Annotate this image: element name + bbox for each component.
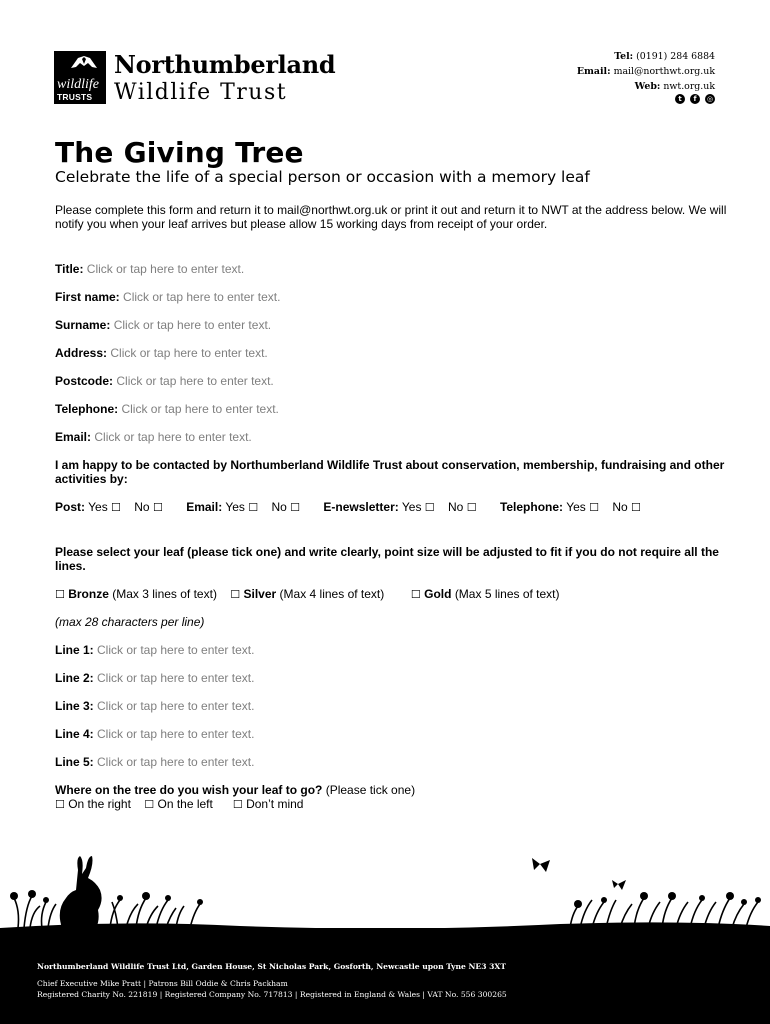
yes-label: Yes — [566, 500, 586, 514]
field-label: Surname: — [55, 318, 111, 332]
contact-label: Telephone: — [499, 500, 564, 514]
yes-label: Yes — [401, 500, 422, 514]
yes-label: Yes — [88, 500, 108, 514]
org-name-line1: Northumberland — [114, 50, 336, 79]
no-label: No — [271, 500, 287, 514]
tel-value: (0191) 284 6884 — [636, 51, 715, 62]
email-label: Email: — [576, 66, 611, 77]
web-label: Web: — [634, 81, 661, 92]
leaf-option-name: Silver — [243, 587, 277, 601]
field-label: Title: — [55, 262, 84, 276]
field-label: Telephone: — [55, 402, 119, 416]
leaf-line-field[interactable]: Click or tap here to enter text. — [97, 671, 255, 685]
line-label: Line 5: — [55, 755, 94, 769]
form-field-row — [55, 430, 252, 444]
text-entry-field[interactable]: Click or tap here to enter text. — [113, 318, 272, 332]
field-label: Address: — [55, 346, 108, 360]
leaf-line-row — [55, 671, 254, 685]
contact-question: I am happy to be contacted by Northumberland Wildlife Trust about conservation, membership, fundraising and other activities by: — [55, 458, 725, 486]
text-entry-field[interactable]: Click or tap here to enter text. — [116, 374, 274, 388]
no-label: No — [134, 500, 150, 514]
placement-question-row — [55, 783, 415, 797]
line-label: Line 1: — [55, 643, 94, 657]
form-field-row — [55, 374, 274, 388]
no-label: No — [612, 500, 628, 514]
butterfly-icon — [532, 858, 626, 890]
on-the-left-checkbox[interactable]: ☐ — [144, 798, 155, 811]
line-label: Line 3: — [55, 699, 94, 713]
leaf-question: Please select your leaf (please tick one) and write clearly, point size will be adjusted to fit if you do not require all the lines. — [55, 545, 719, 573]
social-icons — [675, 94, 715, 104]
form-field-row — [55, 262, 244, 276]
yes-label: Yes — [225, 500, 245, 514]
web-value[interactable]: nwt.org.uk — [663, 81, 715, 92]
placement-option: On the right — [68, 797, 131, 811]
leaf-option-name: Bronze — [68, 587, 109, 601]
placement-option: On the left — [157, 797, 213, 811]
leaf-line-field[interactable]: Click or tap here to enter text. — [97, 755, 255, 769]
facebook-icon[interactable]: f — [690, 94, 700, 104]
line-label: Line 4: — [55, 727, 94, 741]
contact-option-enewsletter — [323, 500, 480, 514]
bronze-checkbox[interactable]: ☐ — [55, 588, 65, 601]
leaf-option-desc: (Max 3 lines of text) — [112, 587, 217, 601]
email-value[interactable]: mail@northwt.org.uk — [613, 66, 715, 77]
leaf-line-row — [55, 755, 254, 769]
telephone-yes-checkbox[interactable]: ☐ — [589, 501, 599, 514]
leaf-line-row — [55, 699, 254, 713]
contact-label: Email: — [186, 500, 223, 514]
contact-option-email — [186, 500, 303, 514]
contact-option-post — [55, 500, 166, 514]
no-label: No — [448, 500, 464, 514]
contact-label: E-newsletter: — [323, 500, 399, 514]
post-no-checkbox[interactable]: ☐ — [152, 501, 163, 514]
tel-label: Tel: — [614, 51, 634, 62]
leaf-line-field[interactable]: Click or tap here to enter text. — [97, 643, 255, 657]
leaf-line-field[interactable]: Click or tap here to enter text. — [97, 699, 255, 713]
wildlife-silhouette-illustration — [0, 840, 770, 932]
leaf-line-row — [55, 727, 254, 741]
footer-address: Northumberland Wildlife Trust Ltd, Garden House, St Nicholas Park, Gosforth, Newcastle upon Tyne NE3 3XT — [37, 962, 506, 971]
logo-trusts-text: TRUSTS — [57, 92, 93, 102]
placement-question: Where on the tree do you wish your leaf to go? — [55, 783, 323, 797]
footer-people: Chief Executive Mike Pratt | Patrons Bill Oddie & Chris Packham — [37, 979, 288, 988]
twitter-icon[interactable]: t — [675, 94, 685, 104]
hare-icon — [60, 856, 102, 928]
field-label: Email: — [55, 430, 92, 444]
on-the-right-checkbox[interactable]: ☐ — [55, 798, 65, 811]
contact-option-telephone — [500, 500, 641, 514]
form-field-row — [55, 290, 280, 304]
page-subtitle: Celebrate the life of a special person or occasion with a memory leaf — [55, 168, 590, 186]
enewsletter-no-checkbox[interactable]: ☐ — [466, 501, 477, 514]
post-yes-checkbox[interactable]: ☐ — [111, 501, 121, 514]
placement-option: Don’t mind — [246, 797, 304, 811]
telephone-no-checkbox[interactable]: ☐ — [631, 501, 641, 514]
max-chars-note: (max 28 characters per line) — [55, 615, 205, 629]
wildlife-trusts-logo — [54, 51, 106, 104]
leaf-line-field[interactable]: Click or tap here to enter text. — [97, 727, 255, 741]
leaf-option-name: Gold — [424, 587, 452, 601]
leaf-option-desc: (Max 5 lines of text) — [454, 587, 560, 601]
org-name-line2: Wildlife Trust — [114, 80, 288, 105]
text-entry-field[interactable]: Click or tap here to enter text. — [94, 430, 252, 444]
footer-registration: Registered Charity No. 221819 | Registered Company No. 717813 | Registered in England & Wales | VAT No. 556 300265 — [37, 990, 507, 999]
contact-options-row — [55, 500, 641, 514]
page-title: The Giving Tree — [55, 136, 304, 169]
email-yes-checkbox[interactable]: ☐ — [248, 501, 259, 514]
form-field-row — [55, 318, 271, 332]
gold-checkbox[interactable]: ☐ — [410, 588, 421, 601]
text-entry-field[interactable]: Click or tap here to enter text. — [110, 346, 268, 360]
text-entry-field[interactable]: Click or tap here to enter text. — [123, 290, 281, 304]
placement-options-row — [55, 797, 303, 811]
enewsletter-yes-checkbox[interactable]: ☐ — [424, 501, 435, 514]
text-entry-field[interactable]: Click or tap here to enter text. — [86, 262, 245, 276]
field-label: First name: — [55, 290, 120, 304]
contact-label: Post: — [55, 500, 85, 514]
instagram-icon[interactable]: ◎ — [706, 95, 714, 103]
silver-checkbox[interactable]: ☐ — [230, 588, 241, 601]
badger-icon — [70, 54, 98, 74]
dont-mind-checkbox[interactable]: ☐ — [232, 798, 243, 811]
email-no-checkbox[interactable]: ☐ — [290, 501, 301, 514]
text-entry-field[interactable]: Click or tap here to enter text. — [121, 402, 279, 416]
leaf-options-row — [55, 587, 560, 601]
field-label: Postcode: — [55, 374, 114, 388]
intro-text: Please complete this form and return it to mail@northwt.org.uk or print it out and return it to NWT at the address below. We will notify you when your leaf arrives but please allow 15 working days from receipt of your order. — [55, 203, 727, 231]
placement-hint: (Please tick one) — [325, 783, 416, 797]
form-field-row — [55, 402, 279, 416]
leaf-option-desc: (Max 4 lines of text) — [279, 587, 385, 601]
leaf-line-row — [55, 643, 254, 657]
footer — [0, 928, 770, 1024]
contact-details — [577, 49, 715, 94]
form-field-row — [55, 346, 268, 360]
logo-wildlife-text: wildlife — [57, 77, 99, 92]
line-label: Line 2: — [55, 671, 94, 685]
